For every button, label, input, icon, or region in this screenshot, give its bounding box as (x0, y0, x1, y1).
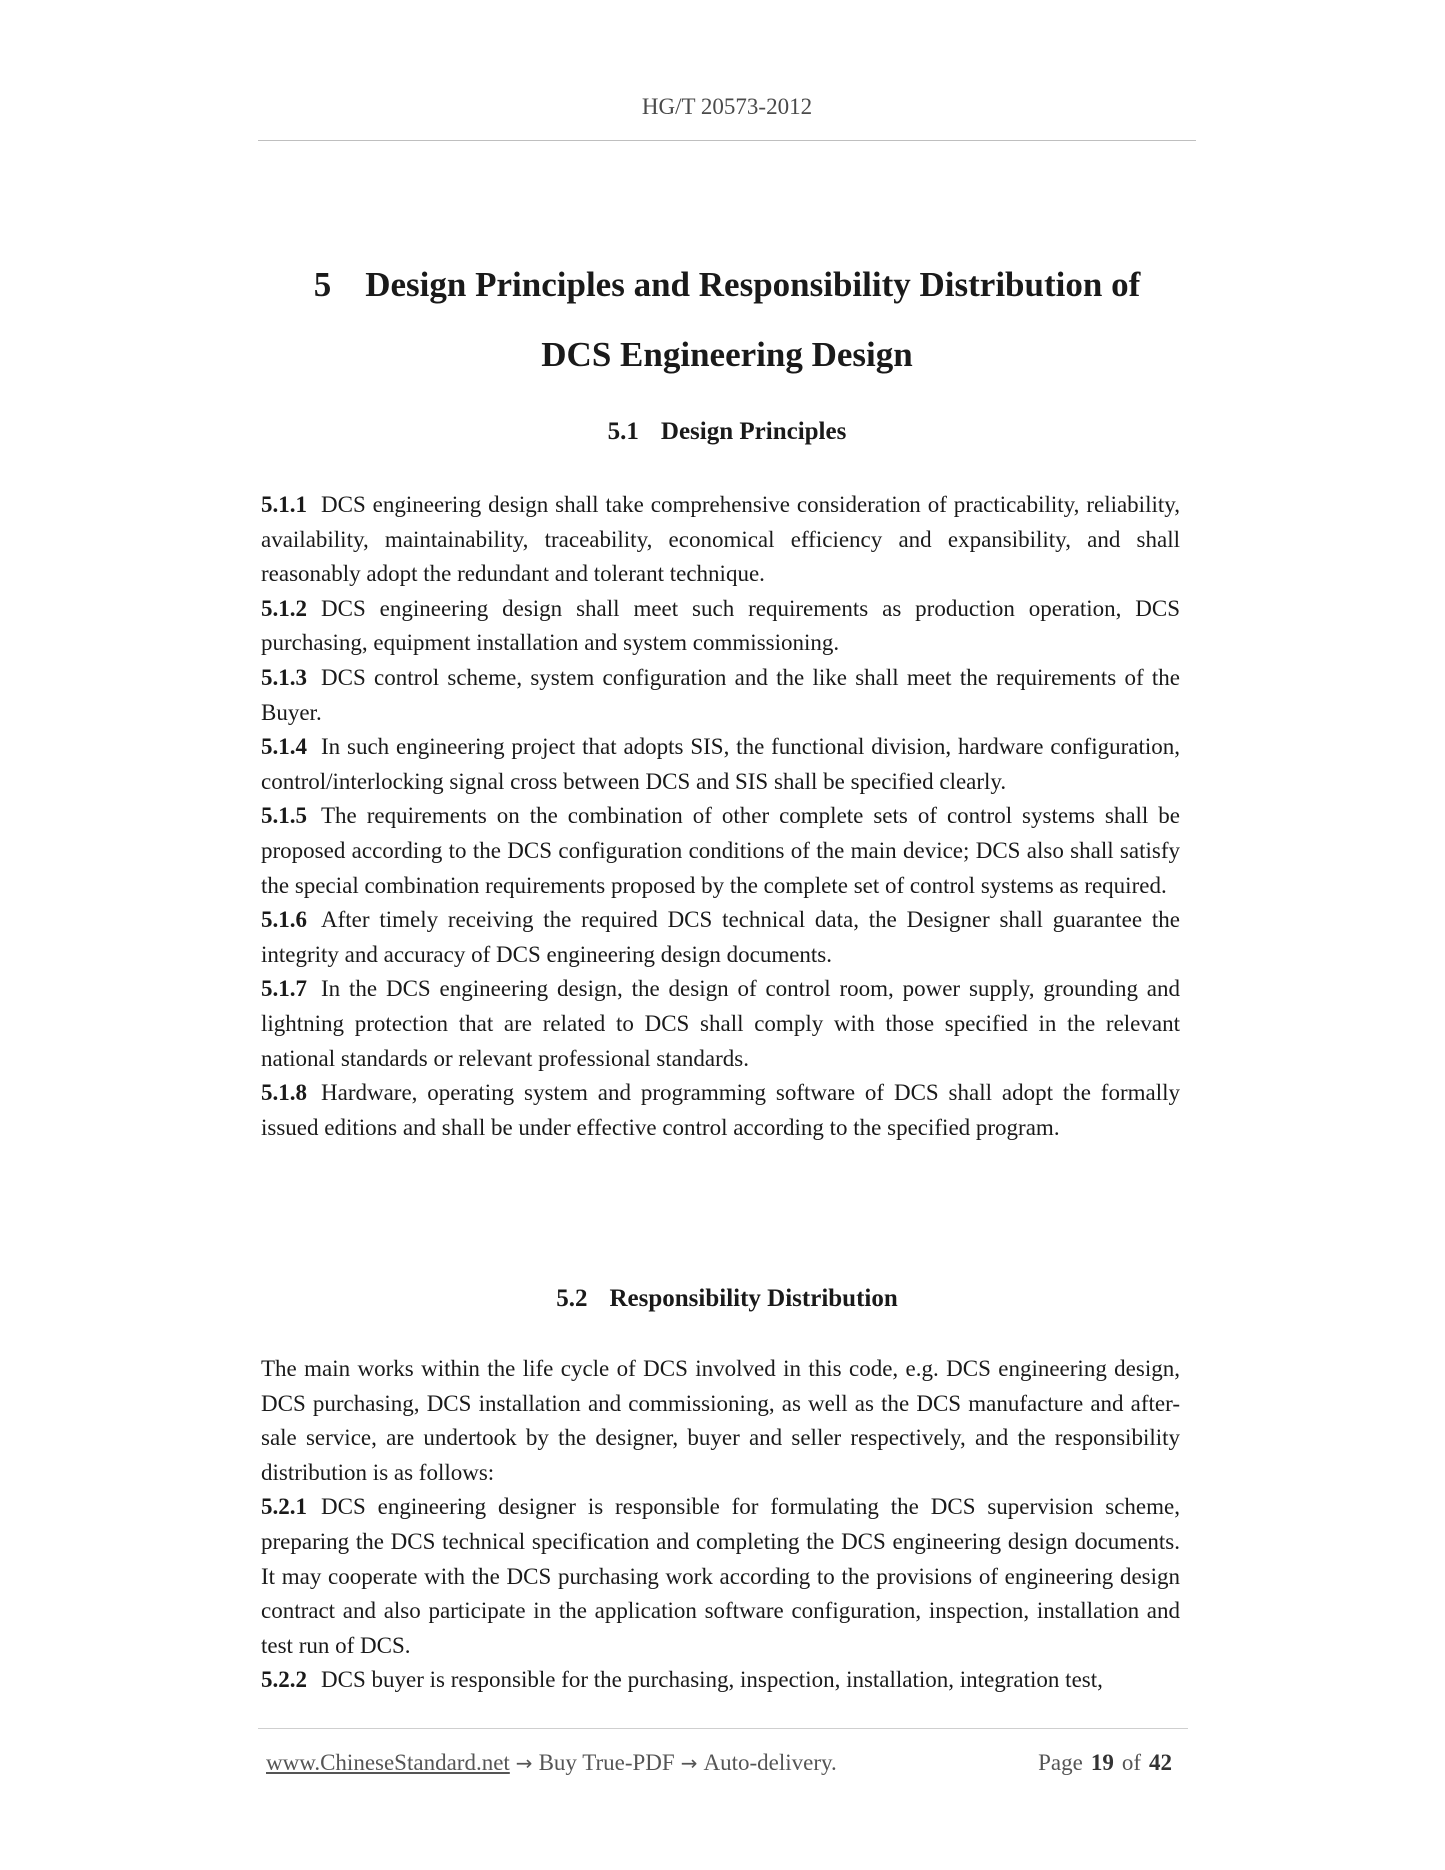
section-title-text: Responsibility Distribution (609, 1285, 898, 1312)
chapter-title-line-1 (258, 250, 1196, 320)
section-title-5-2 (258, 1285, 1196, 1313)
page-indicator (1038, 1750, 1180, 1776)
total-pages-number: 42 (1149, 1750, 1172, 1775)
clause-5-1-3 (261, 661, 1180, 730)
buy-true-pdf-text: Buy True-PDF (538, 1750, 675, 1775)
clause-5-2-1 (261, 1490, 1180, 1663)
document-header: HG/T 20573-2012 (641, 94, 813, 119)
clause-text: Hardware, operating system and programming software of DCS shall adopt the formally issued editions and shall be under effective control according to the specified program. (261, 1080, 1180, 1140)
clause-5-1-5 (261, 799, 1180, 903)
chapter-number: 5 (313, 265, 332, 304)
clause-text: DCS engineering design shall take comprehensive consideration of practicability, reliability, availability, maintainability, traceability, economical efficiency and expansibility, and shall reasonably adopt the redundant and tolerant technique. (261, 492, 1180, 587)
clause-5-1-4 (261, 730, 1180, 799)
page-of-label: of (1121, 1750, 1141, 1775)
clause-number: 5.1.3 (261, 664, 307, 690)
page-footer (266, 1750, 1180, 1776)
clause-number: 5.1.7 (261, 976, 307, 1002)
design-principles-body (261, 488, 1180, 1145)
clause-number: 5.2.1 (261, 1494, 307, 1520)
chinesestandard-link[interactable]: www.ChineseStandard.net (266, 1750, 510, 1775)
clause-number: 5.1.8 (261, 1080, 307, 1106)
chapter-title (258, 250, 1196, 390)
clause-5-1-6 (261, 903, 1180, 972)
responsibility-distribution-body (261, 1352, 1180, 1698)
section-intro-paragraph: The main works within the life cycle of DCS involved in this code, e.g. DCS engineering design, DCS purchasing, DCS installation and commissioning, as well as the DCS manufacture and after-sale service, are undertook by the designer, buyer and seller respectively, and the responsibility distribution is as follows: (261, 1356, 1180, 1485)
clause-text: DCS buyer is responsible for the purchasing, inspection, installation, integration test, (321, 1667, 1103, 1693)
clause-text: In the DCS engineering design, the design of control room, power supply, grounding and lightning protection that are related to DCS shall comply with those specified in the relevant national standards or relevant professional standards. (261, 976, 1180, 1071)
section-number: 5.1 (607, 418, 639, 445)
clause-number: 5.1.4 (261, 734, 307, 760)
header-divider (258, 140, 1196, 141)
clause-5-1-1 (261, 488, 1180, 592)
chapter-title-line-2: DCS Engineering Design (541, 335, 913, 374)
section-title-text: Design Principles (660, 418, 847, 445)
clause-number: 5.1.1 (261, 492, 307, 517)
clause-5-2-2 (261, 1663, 1180, 1698)
clause-text: The requirements on the combination of other complete sets of control systems shall be proposed according to the DCS configuration conditions of the main device; DCS also shall satisfy the special combination requirements proposed by the complete set of control systems as required. (261, 803, 1180, 898)
current-page-number: 19 (1090, 1750, 1114, 1775)
clause-text: DCS engineering designer is responsible for formulating the DCS supervision scheme, preparing the DCS technical specification and completing the DCS engineering design documents. It may cooperate with the DCS purchasing work according to the provisions of engineering design contract and also participate in the application software configuration, inspection, installation and test run of DCS. (261, 1494, 1180, 1658)
section-number: 5.2 (556, 1285, 588, 1312)
page-label: Page (1038, 1750, 1083, 1775)
clause-text: In such engineering project that adopts SIS, the functional division, hardware configuration, control/interlocking signal cross between DCS and SIS shall be specified clearly. (261, 734, 1180, 794)
clause-number: 5.1.2 (261, 595, 307, 621)
arrow-right-icon: → (515, 1751, 533, 1775)
clause-5-1-8 (261, 1076, 1180, 1145)
chapter-title-text-1: Design Principles and Responsibility Distribution of (365, 265, 1141, 304)
clause-number: 5.1.6 (261, 907, 307, 933)
clause-5-1-2 (261, 592, 1180, 661)
clause-5-1-7 (261, 972, 1180, 1076)
clause-number: 5.2.2 (261, 1667, 307, 1693)
footer-divider (258, 1728, 1188, 1729)
arrow-right-icon: → (680, 1751, 698, 1775)
clause-text: DCS control scheme, system configuration and the like shall meet the requirements of the Buyer. (261, 664, 1180, 725)
clause-text: DCS engineering design shall meet such requirements as production operation, DCS purchasing, equipment installation and system commissioning. (261, 595, 1180, 656)
clause-text: After timely receiving the required DCS technical data, the Designer shall guarantee the integrity and accuracy of DCS engineering design documents. (261, 907, 1180, 967)
auto-delivery-text: Auto-delivery. (703, 1750, 837, 1775)
section-title-5-1 (258, 418, 1196, 446)
clause-number: 5.1.5 (261, 803, 307, 829)
